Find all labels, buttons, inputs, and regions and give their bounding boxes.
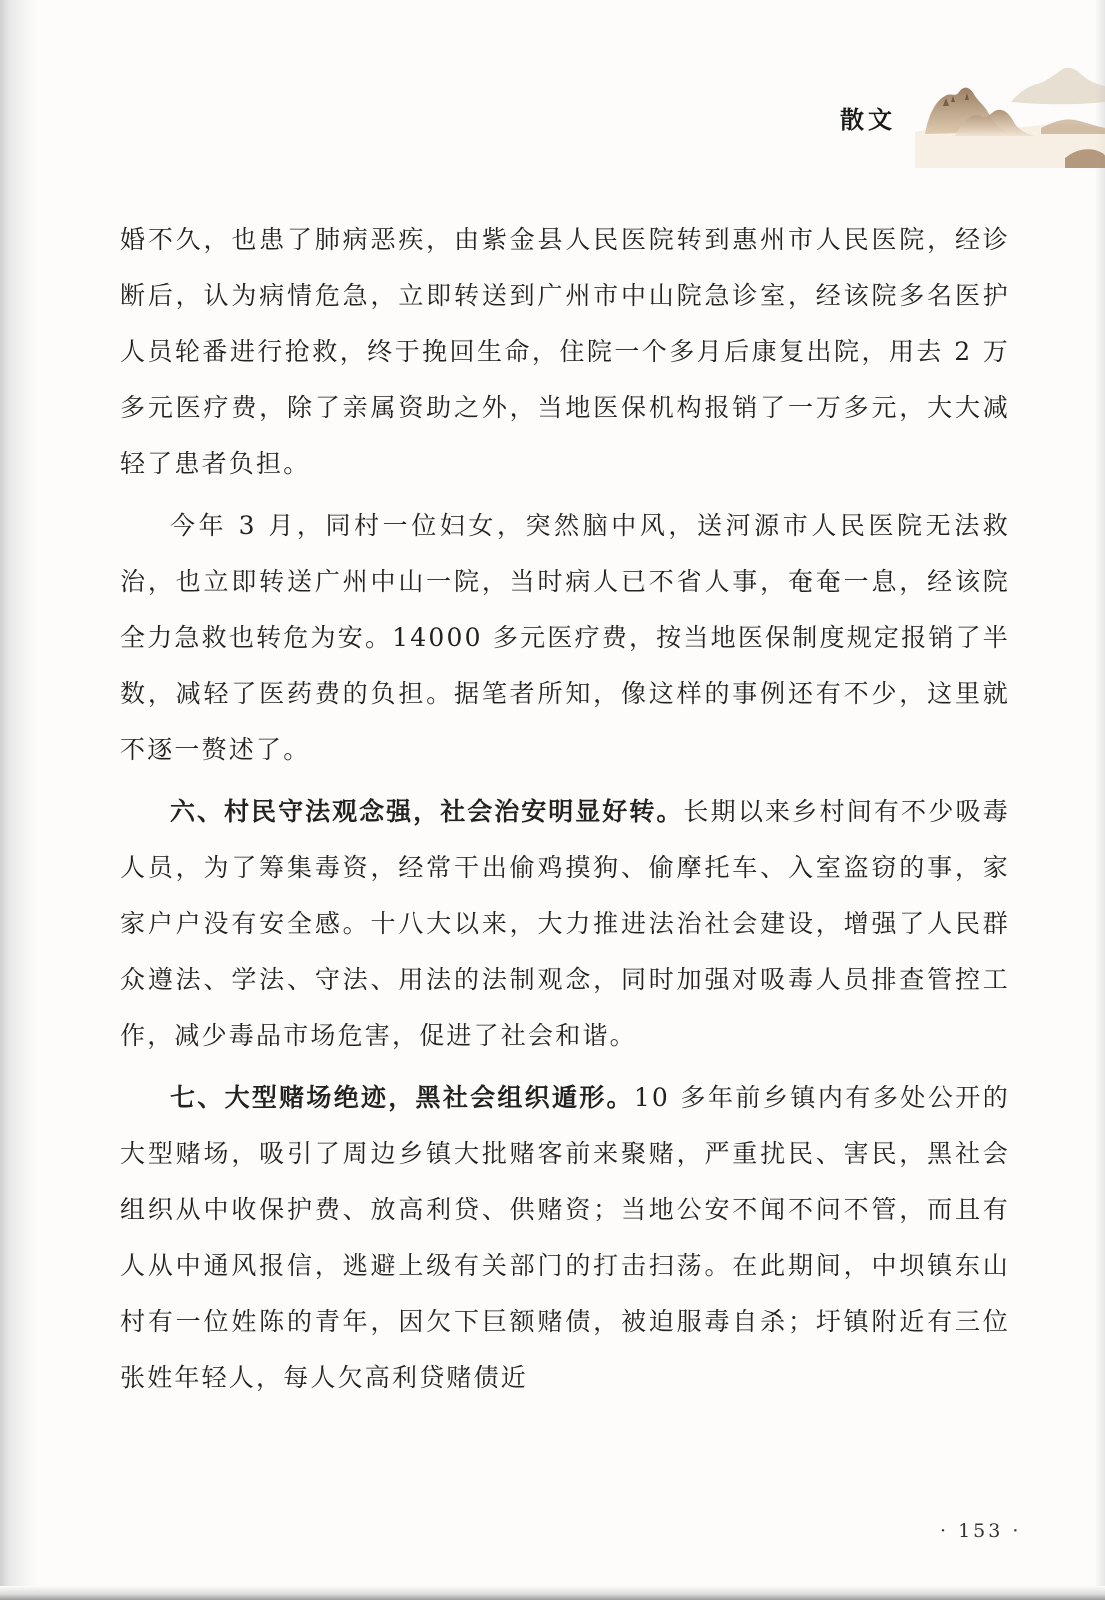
paragraph-text: 长期以来乡村间有不少吸毒人员，为了筹集毒资，经常干出偷鸡摸狗、偷摩托车、入室盗窃的事，家家户户没有安全感。十八大以来，大力推进法治社会建设，增强了人民群众遵法、学法、守法、用法的法制观念，同时加强对吸毒人员排查管控工作，减少毒品市场危害，促进了社会和谐。 <box>120 797 1010 1050</box>
paragraph-4 <box>120 1070 1010 1406</box>
paragraph-text: 10 多年前乡镇内有多处公开的大型赌场，吸引了周边乡镇大批赌客前来聚赌，严重扰民、害民，黑社会组织从中收保护费、放高利贷、供赌资；当地公安不闻不问不管，而且有人从中通风报信，逃避上级有关部门的打击扫荡。在此期间，中坝镇东山村有一位姓陈的青年，因欠下巨额赌债，被迫服毒自杀；圩镇附近有三位张姓年轻人，每人欠高利贷赌债近 <box>120 1083 1010 1392</box>
page-right-edge <box>1095 0 1105 1600</box>
article-body <box>120 212 1010 1412</box>
page-bottom-edge <box>0 1586 1105 1600</box>
section-title: 散文 <box>840 105 896 134</box>
paragraph-1 <box>120 212 1010 492</box>
page-spine-shadow <box>0 0 38 1600</box>
paragraph-3 <box>120 784 1010 1064</box>
paragraph-2 <box>120 498 1010 778</box>
paragraph-heading-lead: 六、村民守法观念强，社会治安明显好转。 <box>170 797 684 826</box>
landscape-ornament-icon <box>915 62 1105 168</box>
paragraph-text: 婚不久，也患了肺病恶疾，由紫金县人民医院转到惠州市人民医院，经诊断后，认为病情危急，立即转送到广州市中山院急诊室，经该院多名医护人员轮番进行抢救，终于挽回生命，住院一个多月后康复出院，用去 2 万多元医疗费，除了亲属资助之外，当地医保机构报销了一万多元，大大减轻了患者负担。 <box>120 225 1010 478</box>
page-number: · 153 · <box>940 1520 1022 1542</box>
paragraph-text: 今年 3 月，同村一位妇女，突然脑中风，送河源市人民医院无法救治，也立即转送广州中山一院，当时病人已不省人事，奄奄一息，经该院全力急救也转危为安。14000 多元医疗费，按当地医保制度规定报销了半数，减轻了医药费的负担。据笔者所知，像这样的事例还有不少，这里就不逐一赘述了。 <box>120 511 1010 764</box>
paragraph-heading-lead: 七、大型赌场绝迹，黑社会组织遁形。 <box>170 1083 634 1112</box>
